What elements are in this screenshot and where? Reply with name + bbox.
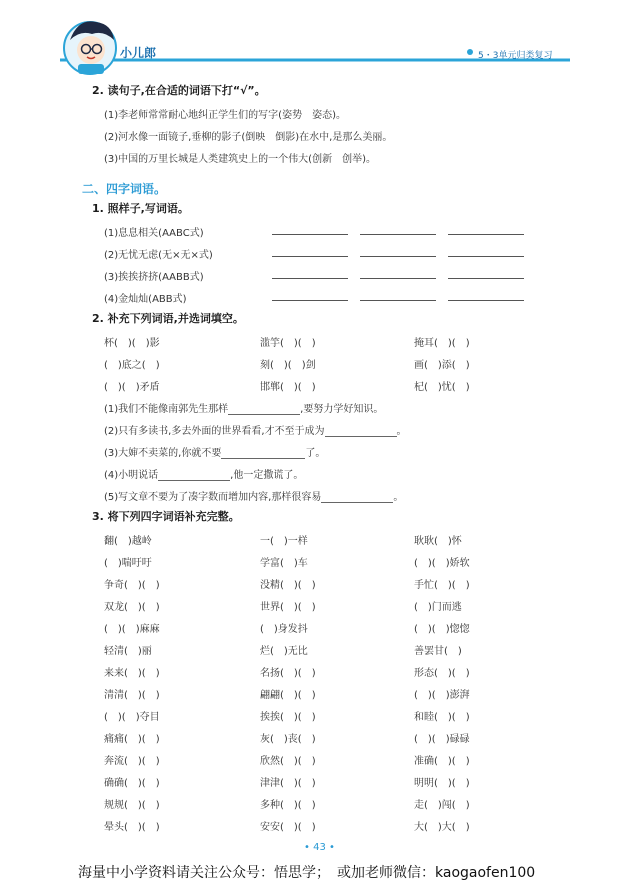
p3-word: 规规( )( )	[104, 800, 160, 811]
p3-word: 准确( )( )	[414, 756, 470, 767]
answer-line[interactable]	[272, 300, 348, 301]
p3-word: 名扬( )( )	[260, 668, 316, 679]
p2-word: 杯( )( )影	[104, 338, 160, 349]
p3-word: 欣然( )( )	[260, 756, 316, 767]
boy-mascot-icon	[64, 21, 116, 74]
answer-line[interactable]	[360, 256, 436, 257]
p3-word: 安安( )( )	[260, 822, 316, 833]
brand-label: 小儿郎	[120, 46, 157, 60]
p3-word: 手忙( )( )	[414, 580, 470, 591]
p3-word: 双龙( )( )	[104, 602, 160, 613]
answer-line[interactable]	[448, 278, 524, 279]
fill-blank[interactable]	[158, 470, 230, 481]
p3-word: 和睦( )( )	[414, 712, 470, 723]
p2-sentence-2: (2)只有多读书,多去外面的世界看看,才不至于成为 。	[104, 426, 407, 437]
p3-word: 善罢甘( )	[414, 646, 462, 657]
p3-word: 明明( )( )	[414, 778, 470, 789]
p3-word: 耿耿( )怀	[414, 536, 462, 547]
p3-word: 奔流( )( )	[104, 756, 160, 767]
p3-word: 形态( )( )	[414, 668, 470, 679]
p3-word: 争奇( )( )	[104, 580, 160, 591]
p3-word: 学富( )车	[260, 558, 308, 569]
p3-word: 没精( )( )	[260, 580, 316, 591]
fill-blank[interactable]	[228, 404, 300, 415]
p3-word: 晕头( )( )	[104, 822, 160, 833]
p3-title: 3. 将下列四字词语补充完整。	[92, 510, 240, 523]
p3-word: 痛痛( )( )	[104, 734, 160, 745]
p2-word: 画( )添( )	[414, 360, 470, 371]
p3-word: ( )身发抖	[260, 624, 308, 635]
p3-word: 确确( )( )	[104, 778, 160, 789]
answer-line[interactable]	[360, 278, 436, 279]
p2-word: 邯郸( )( )	[260, 382, 316, 393]
p2-word: 刻( )( )剑	[260, 360, 316, 371]
p3-word: ( )( )夺目	[104, 712, 160, 723]
p3-word: 大( )大( )	[414, 822, 470, 833]
q2-item-1: (1)李老师常常耐心地纠正学生们的写字(姿势 姿态)。	[104, 110, 346, 121]
p3-word: 津津( )( )	[260, 778, 316, 789]
header-band	[0, 0, 638, 78]
answer-line[interactable]	[448, 300, 524, 301]
fill-blank[interactable]	[325, 426, 397, 437]
q2-item-3: (3)中国的万里长城是人类建筑史上的一个伟大(创新 创举)。	[104, 154, 376, 165]
p3-word: 翩翩( )( )	[260, 690, 316, 701]
p2-word: ( )底之( )	[104, 360, 160, 371]
p2-title: 2. 补充下列词语,并选词填空。	[92, 312, 244, 325]
p3-word: ( )门而逃	[414, 602, 462, 613]
p3-word: 挨挨( )( )	[260, 712, 316, 723]
p3-word: ( )喘吁吁	[104, 558, 152, 569]
footer-notice: 海量中小学资料请关注公众号：悟思学； 或加老师微信：kaogaofen100	[78, 865, 536, 881]
q2-title: 2. 读句子,在合适的词语下打“√”。	[92, 84, 266, 97]
p1-item-3: (3)挨挨挤挤(AABB式)	[104, 272, 204, 283]
p3-word: 烂( )无比	[260, 646, 308, 657]
p3-word: ( )( )碌碌	[414, 734, 470, 745]
p3-word: ( )( )澎湃	[414, 690, 470, 701]
page-number: • 43 •	[304, 842, 335, 853]
p3-word: ( )( )麻麻	[104, 624, 160, 635]
p2-word: 杞( )忧( )	[414, 382, 470, 393]
p2-sentence-3: (3)大婶不卖菜的,你就不要 了。	[104, 448, 326, 459]
fill-blank[interactable]	[321, 492, 393, 503]
fill-blank[interactable]	[221, 448, 305, 459]
p3-word: 灰( )丧( )	[260, 734, 316, 745]
p2-word: 滥竽( )( )	[260, 338, 316, 349]
p1-title: 1. 照样子,写词语。	[92, 202, 189, 215]
p3-word: 来来( )( )	[104, 668, 160, 679]
answer-line[interactable]	[448, 234, 524, 235]
p3-word: 走( )闯( )	[414, 800, 470, 811]
answer-line[interactable]	[360, 300, 436, 301]
section-title: 二、四字词语。	[82, 182, 167, 196]
p3-word: 翻( )越岭	[104, 536, 152, 547]
p2-sentence-1: (1)我们不能像南郭先生那样 ,要努力学好知识。	[104, 404, 384, 415]
p2-sentence-5: (5)写文章不要为了凑字数而增加内容,那样很容易 。	[104, 492, 404, 503]
p1-item-4: (4)金灿灿(ABB式)	[104, 294, 187, 305]
answer-line[interactable]	[360, 234, 436, 235]
unit-tag: 5・3单元归类复习	[478, 51, 553, 61]
p2-word: ( )( )矛盾	[104, 382, 160, 393]
answer-line[interactable]	[272, 234, 348, 235]
p3-word: 多种( )( )	[260, 800, 316, 811]
p3-word: ( )( )娇软	[414, 558, 470, 569]
p3-word: 一( )一样	[260, 536, 308, 547]
answer-line[interactable]	[272, 278, 348, 279]
p1-item-2: (2)无忧无虑(无×无×式)	[104, 250, 213, 261]
p3-word: 世界( )( )	[260, 602, 316, 613]
p3-word: 清清( )( )	[104, 690, 160, 701]
p3-word: 轻清( )丽	[104, 646, 152, 657]
p1-item-1: (1)息息相关(AABC式)	[104, 228, 204, 239]
answer-line[interactable]	[448, 256, 524, 257]
p2-word: 掩耳( )( )	[414, 338, 470, 349]
answer-line[interactable]	[272, 256, 348, 257]
p3-word: ( )( )惚惚	[414, 624, 470, 635]
q2-item-2: (2)河水像一面镜子,垂柳的影子(倒映 倒影)在水中,是那么美丽。	[104, 132, 393, 143]
p2-sentence-4: (4)小明说话 ,他一定撒谎了。	[104, 470, 304, 481]
